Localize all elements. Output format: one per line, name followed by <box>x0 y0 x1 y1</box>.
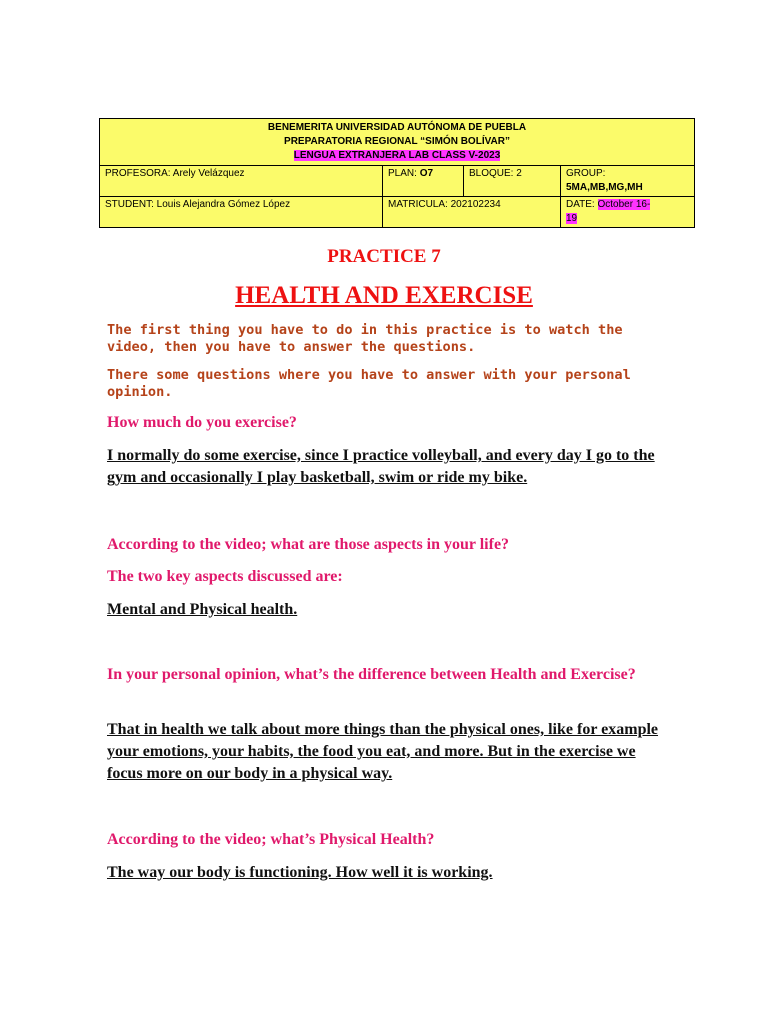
answer-2: Mental and Physical health. <box>107 601 298 618</box>
plan-label: PLAN: <box>388 168 417 179</box>
question-1: How much do you exercise? <box>107 414 297 431</box>
plan-cell <box>383 166 464 197</box>
plan-value: O7 <box>419 168 434 179</box>
answer-3: That in health we talk about more things than the physical ones, like for example your emotions, your habits, the food you eat, and more. But in the exercise we focus more on our body in a physical way. <box>107 721 659 782</box>
page-title: HEALTH AND EXERCISE <box>235 282 533 309</box>
school-name: PREPARATORIA REGIONAL “SIMÓN BOLÍVAR” <box>284 136 510 147</box>
instruction-2: There some questions where you have to answer with your personal opinion. <box>107 367 631 400</box>
university-name: BENEMERITA UNIVERSIDAD AUTÓNOMA DE PUEBLA <box>267 122 527 133</box>
answer-4: The way our body is functioning. How well it is working. <box>107 864 493 881</box>
group-cell <box>561 166 695 197</box>
matricula-label: MATRICULA: 202102234 <box>388 199 501 210</box>
block-cell <box>464 166 561 197</box>
professor-label: PROFESORA: Arely Velázquez <box>105 168 245 179</box>
course-name: LENGUA EXTRANJERA LAB CLASS V-2023 <box>293 150 501 161</box>
date-value-line1: October 16- <box>597 199 651 210</box>
answer-1: I normally do some exercise, since I practice volleyball, and every day I go to the gym and occasionally I play basketball, swim or ride my bike. <box>107 447 655 486</box>
header-table <box>99 118 695 228</box>
question-2-sub: The two key aspects discussed are: <box>107 568 343 585</box>
question-4: According to the video; what’s Physical Health? <box>107 831 435 848</box>
student-label: STUDENT: Louis Alejandra Gómez López <box>105 199 291 210</box>
instruction-1: The first thing you have to do in this practice is to watch the video, then you have to answer the questions. <box>107 322 623 355</box>
block-label: BLOQUE: 2 <box>469 168 522 179</box>
question-3: In your personal opinion, what’s the difference between Health and Exercise? <box>107 666 636 683</box>
date-cell <box>561 197 695 228</box>
group-label: GROUP: <box>566 168 606 179</box>
date-value-line2: 19 <box>566 213 578 224</box>
question-2: According to the video; what are those aspects in your life? <box>107 536 510 553</box>
student-cell <box>100 197 383 228</box>
group-value: 5MA,MB,MG,MH <box>566 182 643 193</box>
header-institution-cell <box>100 119 695 166</box>
practice-number: PRACTICE 7 <box>327 246 441 267</box>
date-label: DATE: <box>566 199 595 210</box>
professor-cell <box>100 166 383 197</box>
matricula-cell <box>383 197 561 228</box>
